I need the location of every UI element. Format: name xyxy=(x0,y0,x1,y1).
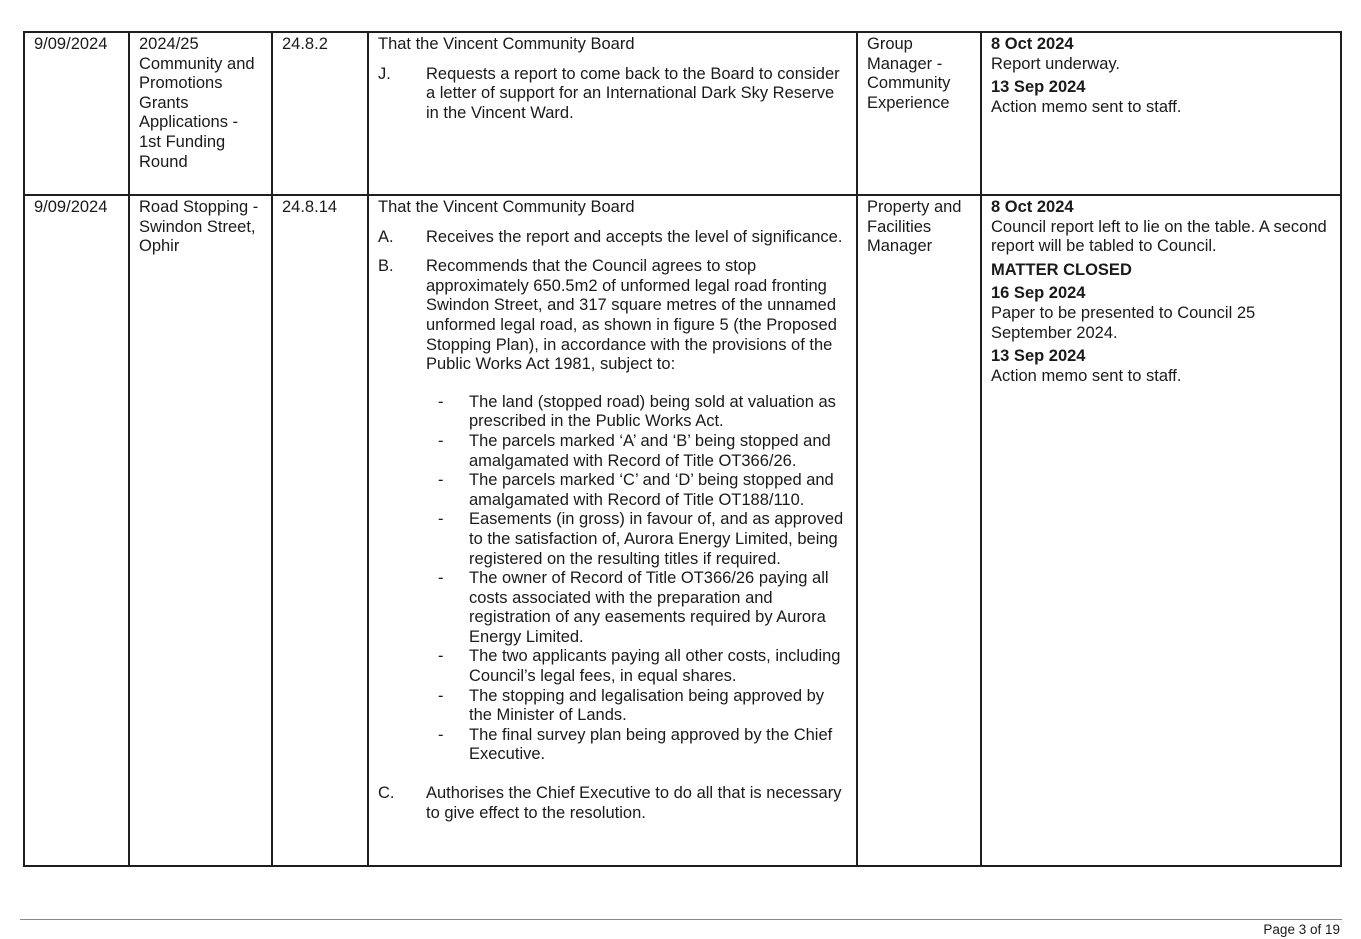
meeting-date-cell xyxy=(24,32,129,195)
condition-item: - The land (stopped road) being sold at valuation as prescribed in the Public Works Act. xyxy=(426,393,848,432)
resolution-cell xyxy=(368,32,857,195)
condition-item: - The parcels marked ‘A’ and ‘B’ being stopped and amalgamated with Record of Title OT366/26. xyxy=(426,432,848,471)
condition-item: - The owner of Record of Title OT366/26 paying all costs associated with the preparation and registration of any easements required by Aurora Energy Limited. xyxy=(426,569,848,647)
resolution-cell xyxy=(368,195,857,866)
update-date: 8 Oct 2024 xyxy=(991,35,1074,53)
clause-letter: J. xyxy=(378,64,391,83)
dash-marker: - xyxy=(438,471,444,490)
clause-letter: C. xyxy=(378,784,395,803)
table-row xyxy=(24,32,1341,195)
resolution-clause xyxy=(378,257,848,765)
clause-text: Recommends that the Council agrees to stop approximately 650.5m2 of unformed legal road fronting Swindon Street, and 317 square metres of the unnamed unformed legal road, as shown in figure 5 (the Proposed Stopping Plan), in accordance with the provisions of the Public Works Act 1981, subject to: xyxy=(426,257,837,374)
page-number: Page 3 of 19 xyxy=(1263,922,1340,937)
actions-table xyxy=(23,31,1342,867)
matter-closed-label: MATTER CLOSED xyxy=(991,260,1132,279)
resolution-intro: That the Vincent Community Board xyxy=(378,35,635,53)
resolution-ref-cell xyxy=(272,195,368,866)
status-update xyxy=(991,347,1332,386)
table-row xyxy=(24,195,1341,866)
officer-cell xyxy=(857,195,981,866)
clause-text: Requests a report to come back to the Board to consider a letter of support for an International Dark Sky Reserve in the Vincent Ward. xyxy=(426,64,840,122)
update-date: 16 Sep 2024 xyxy=(991,284,1086,303)
status-update xyxy=(991,198,1332,280)
dash-marker: - xyxy=(438,686,444,705)
responsible-officer: Property and Facilities Manager xyxy=(867,198,962,256)
status-cell xyxy=(981,195,1341,866)
update-text: Council report left to lie on the table. A second report will be tabled to Council. xyxy=(991,217,1327,256)
meeting-date: 9/09/2024 xyxy=(34,35,108,53)
meeting-date-cell xyxy=(24,195,129,866)
update-date: 13 Sep 2024 xyxy=(991,78,1086,97)
clause-text: Authorises the Chief Executive to do all that is necessary to give effect to the resolution. xyxy=(426,784,842,822)
condition-item: - The final survey plan being approved by the Chief Executive. xyxy=(426,726,848,765)
condition-item: - The stopping and legalisation being approved by the Minister of Lands. xyxy=(426,687,848,726)
clause-letter: A. xyxy=(378,227,394,246)
footer-divider xyxy=(20,919,1342,920)
responsible-officer: Group Manager - Community Experience xyxy=(867,35,951,112)
report-title: 2024/25 Community and Promotions Grants Applications - 1st Funding Round xyxy=(139,35,255,171)
update-date: 8 Oct 2024 xyxy=(991,198,1074,216)
resolution-clause xyxy=(378,784,848,823)
update-text: Paper to be presented to Council 25 September 2024. xyxy=(991,303,1256,342)
status-update xyxy=(991,78,1332,117)
update-text: Action memo sent to staff. xyxy=(991,366,1182,385)
status-update xyxy=(991,284,1332,343)
resolution-ref: 24.8.2 xyxy=(282,35,328,53)
update-text: Report underway. xyxy=(991,54,1121,73)
update-text: Action memo sent to staff. xyxy=(991,97,1182,116)
dash-marker: - xyxy=(438,392,444,411)
status-cell xyxy=(981,32,1341,195)
status-update xyxy=(991,35,1332,74)
dash-marker: - xyxy=(438,510,444,529)
report-title-cell xyxy=(129,32,272,195)
condition-item: - The two applicants paying all other costs, including Council’s legal fees, in equal shares. xyxy=(426,647,848,686)
condition-item: - Easements (in gross) in favour of, and as approved to the satisfaction of, Aurora Energy Limited, being registered on the resulting titles if required. xyxy=(426,510,848,569)
update-date: 13 Sep 2024 xyxy=(991,347,1086,366)
dash-marker: - xyxy=(438,725,444,744)
resolution-ref-cell xyxy=(272,32,368,195)
report-title-cell xyxy=(129,195,272,866)
condition-item: - The parcels marked ‘C’ and ‘D’ being stopped and amalgamated with Record of Title OT188/110. xyxy=(426,471,848,510)
officer-cell xyxy=(857,32,981,195)
report-title: Road Stopping - Swindon Street, Ophir xyxy=(139,198,259,256)
dash-marker: - xyxy=(438,431,444,450)
dash-marker: - xyxy=(438,569,444,588)
meeting-date: 9/09/2024 xyxy=(34,198,108,216)
clause-letter: B. xyxy=(378,257,394,276)
resolution-ref: 24.8.14 xyxy=(282,198,338,216)
resolution-intro: That the Vincent Community Board xyxy=(378,198,635,216)
dash-marker: - xyxy=(438,647,444,666)
condition-list xyxy=(426,393,848,765)
clause-text: Receives the report and accepts the level of significance. xyxy=(426,227,843,246)
resolution-clause xyxy=(378,65,848,124)
resolution-clause xyxy=(378,228,848,248)
